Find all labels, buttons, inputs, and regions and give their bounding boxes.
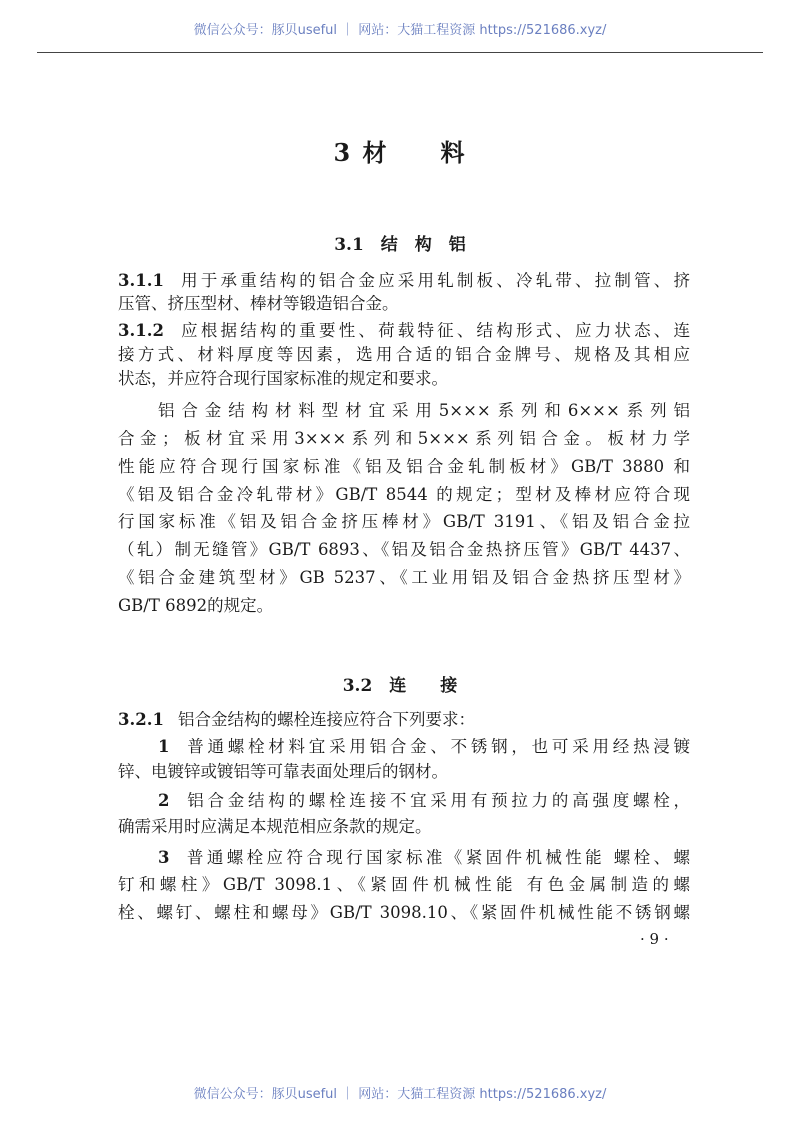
paragraph-line: 合金；板材宜采用3×××系列和5×××系列铝合金。板材力学 xyxy=(118,429,690,448)
text-line: 状态，并应符合现行国家标准的规定和要求。 xyxy=(118,369,448,388)
paragraph-line: 《铝及铝合金冷轧带材》GB/T 8544 的规定；型材及棒材应符合现 xyxy=(118,485,690,504)
clause-3-1-2: 3.1.2 应根据结构的重要性、荷载特征、结构形式、应力状态、连 xyxy=(118,321,690,340)
watermark-top: 微信公众号：豚贝useful ｜ 网站：大猫工程资源 https://521686.xyz/ xyxy=(193,23,607,38)
item-2: 2 铝合金结构的螺栓连接不宜采用有预拉力的高强度螺栓， xyxy=(158,791,690,810)
text-line: 确需采用时应满足本规范相应条款的规定。 xyxy=(118,817,432,836)
text-line: 接方式、材料厚度等因素，选用合适的铝合金牌号、规格及其相应 xyxy=(118,345,690,364)
text-line: 栓、螺钉、螺柱和螺母》GB/T 3098.10、《紧固件机械性能不锈钢螺 xyxy=(118,903,690,922)
watermark-bottom: 微信公众号：豚贝useful ｜ 网站：大猫工程资源 https://521686.xyz/ xyxy=(193,1087,607,1102)
chapter-title: 3 材 料 xyxy=(333,138,467,167)
text-line: 压管、挤压型材、棒材等锻造铝合金。 xyxy=(118,294,399,313)
text-line: 钉和螺柱》GB/T 3098.1、《紧固件机械性能 有色金属制造的螺 xyxy=(118,875,690,894)
item-1: 1 普通螺栓材料宜采用铝合金、不锈钢，也可采用经热浸镀 xyxy=(158,737,690,756)
header-divider xyxy=(37,52,763,53)
section-heading-3-1: 3.1 结 构 铝 xyxy=(334,235,466,255)
clause-3-2-1: 3.2.1 铝合金结构的螺栓连接应符合下列要求： xyxy=(118,710,475,729)
page-number: · 9 · xyxy=(640,930,669,948)
paragraph-line: 《铝合金建筑型材》GB 5237、《工业用铝及铝合金热挤压型材》 xyxy=(118,568,690,587)
paragraph-line: 性能应符合现行国家标准《铝及铝合金轧制板材》GB/T 3880 和 xyxy=(118,457,690,476)
clause-3-1-1: 3.1.1 用于承重结构的铝合金应采用轧制板、冷轧带、拉制管、挤 xyxy=(118,271,690,290)
paragraph-line: 铝合金结构材料型材宜采用5×××系列和6×××系列铝 xyxy=(158,401,690,420)
section-heading-3-2: 3.2 连 接 xyxy=(342,676,458,696)
text-line: 锌、电镀锌或镀铝等可靠表面处理后的钢材。 xyxy=(118,762,448,781)
paragraph-line: （轧）制无缝管》GB/T 6893、《铝及铝合金热挤压管》GB/T 4437、 xyxy=(118,540,690,559)
item-3: 3 普通螺栓应符合现行国家标准《紧固件机械性能 螺栓、螺 xyxy=(158,848,690,867)
paragraph-line: 行国家标准《铝及铝合金挤压棒材》GB/T 3191、《铝及铝合金拉 xyxy=(118,512,690,531)
paragraph-line: GB/T 6892的规定。 xyxy=(118,596,274,615)
